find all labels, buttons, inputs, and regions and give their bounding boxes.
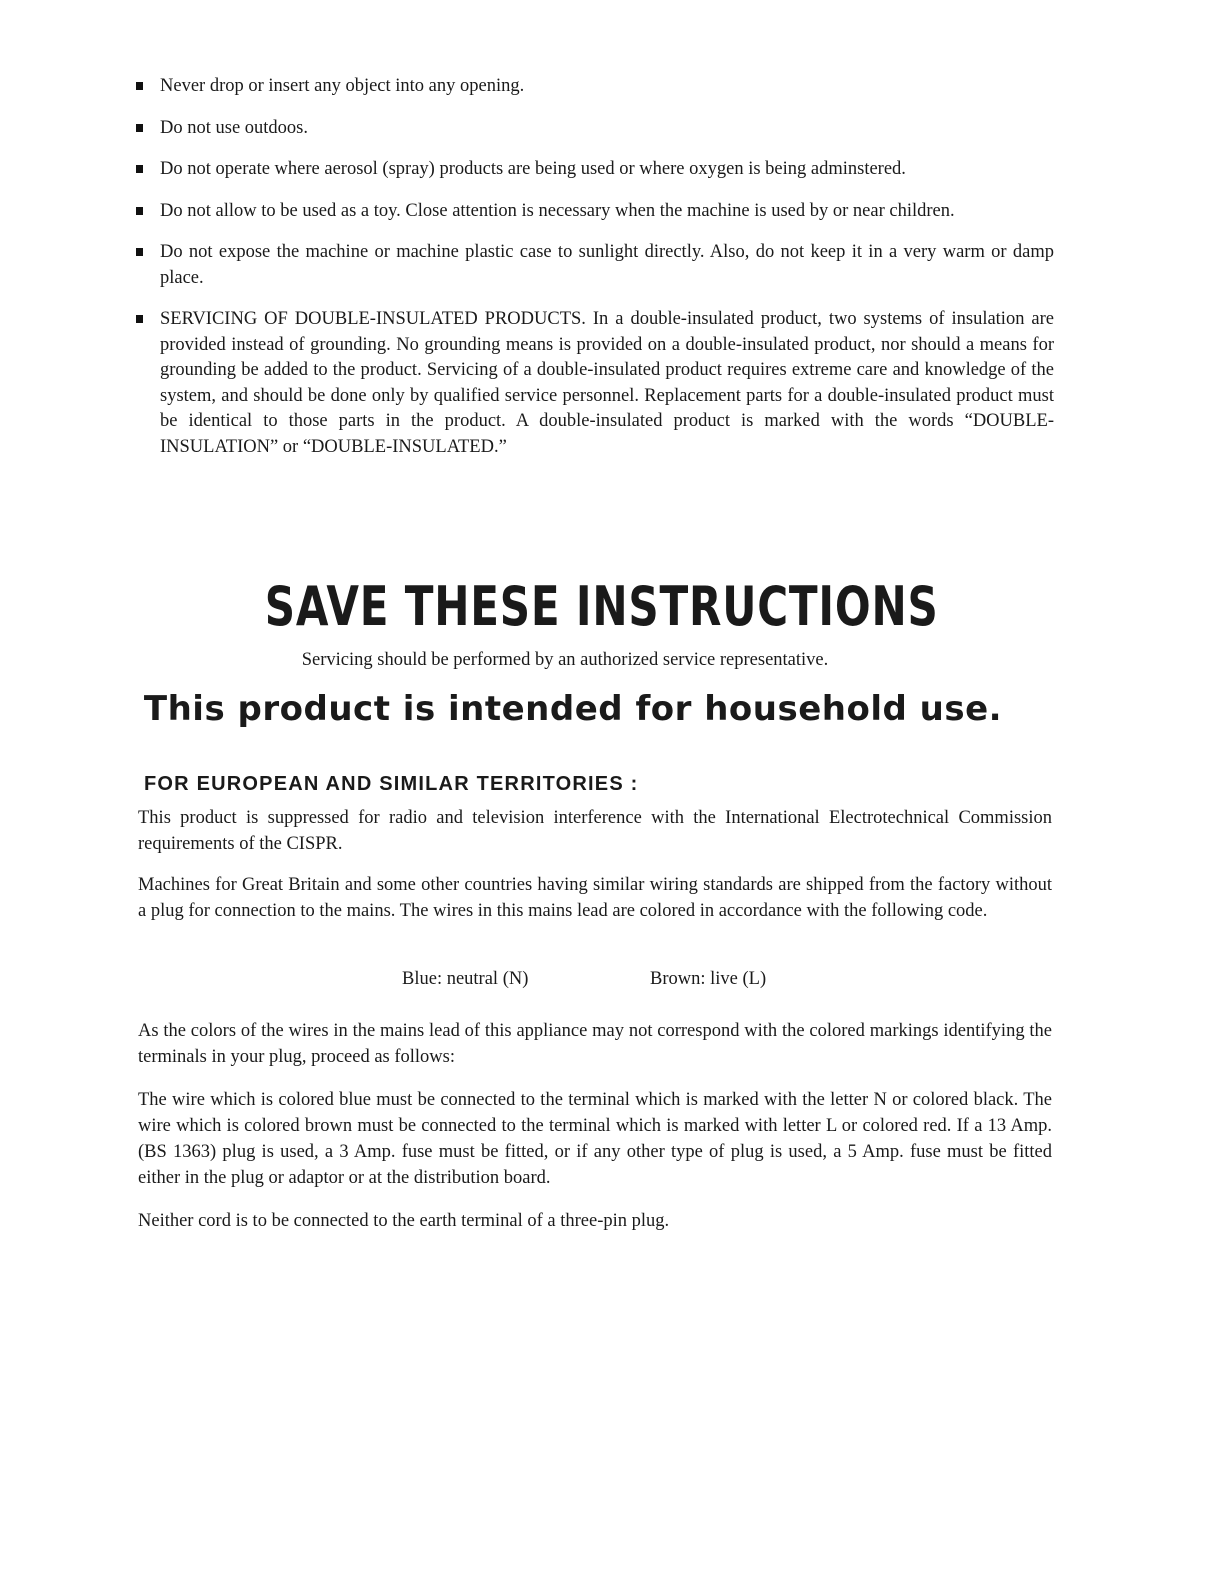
list-item xyxy=(134,240,1054,291)
list-item xyxy=(134,74,1054,100)
household-use-heading: This product is intended for household use. xyxy=(143,689,1003,729)
wire-code-blue: Blue: neutral (N) xyxy=(402,969,529,989)
square-bullet-icon xyxy=(136,248,143,256)
wiring-instructions-paragraph: The wire which is colored blue must be connected to the terminal which is marked with the letter N or colored black. The wire which is colored brown must be connected to the terminal which is marked with letter L or colored red. If a 13 Amp. (BS 1363) plug is used, a 3 Amp. fuse must be fitted, or if any other type of plug is used, a 5 Amp. fuse must be fitted either in the plug or adaptor or at the distribution board. xyxy=(138,1090,1052,1188)
safety-bullet-list xyxy=(134,74,1054,476)
list-item xyxy=(134,116,1054,142)
bullet-text: SERVICING OF DOUBLE-INSULATED PRODUCTS. In a double-insulated product, two systems of insulation are provided instead of grounding. No grounding means is provided on a double-insulated product, nor should a means for grounding be added to the product. Servicing of a double-insulated product requires extreme care and knowledge of the system, and should be done only by qualified service personnel. Replacement parts for a double-insulated product must be identical to those parts in the product. A double-insulated product is marked with the words “DOUBLE-INSULATION” or “DOUBLE-INSULATED.” xyxy=(160,309,1054,457)
list-item xyxy=(134,199,1054,225)
bullet-text: Do not use outdoos. xyxy=(160,117,308,138)
square-bullet-icon xyxy=(136,315,143,323)
bullet-text: Never drop or insert any object into any opening. xyxy=(160,76,525,96)
square-bullet-icon xyxy=(136,82,143,90)
suppression-paragraph: This product is suppressed for radio and television interference with the International Electrotechnical Commission requirements of the CISPR. xyxy=(138,808,1052,854)
save-instructions-heading: SAVE THESE INSTRUCTIONS xyxy=(264,575,939,638)
mains-lead-paragraph: Machines for Great Britain and some other countries having similar wiring standards are shipped from the factory without a plug for connection to the mains. The wires in this mains lead are colored in accordance with the following code. xyxy=(138,875,1052,921)
bullet-text: Do not operate where aerosol (spray) products are being used or where oxygen is being adminstered. xyxy=(160,159,906,179)
wire-code-brown: Brown: live (L) xyxy=(650,969,767,989)
list-item xyxy=(134,157,1054,183)
european-territories-heading: FOR EUROPEAN AND SIMILAR TERRITORIES : xyxy=(144,773,639,795)
earth-terminal-paragraph: Neither cord is to be connected to the earth terminal of a three-pin plug. xyxy=(138,1211,670,1231)
bullet-text: Do not expose the machine or machine plastic case to sunlight directly. Also, do not keep it in a very warm or damp place. xyxy=(160,242,1054,288)
bullet-text: Do not allow to be used as a toy. Close attention is necessary when the machine is used by or near children. xyxy=(160,200,955,221)
list-item xyxy=(134,307,1054,460)
servicing-note: Servicing should be performed by an authorized service representative. xyxy=(301,650,829,670)
square-bullet-icon xyxy=(136,124,143,132)
wire-colors-paragraph: As the colors of the wires in the mains lead of this appliance may not correspond with the colored markings identifying the terminals in your plug, proceed as follows: xyxy=(138,1021,1052,1067)
square-bullet-icon xyxy=(136,207,143,215)
square-bullet-icon xyxy=(136,165,143,173)
